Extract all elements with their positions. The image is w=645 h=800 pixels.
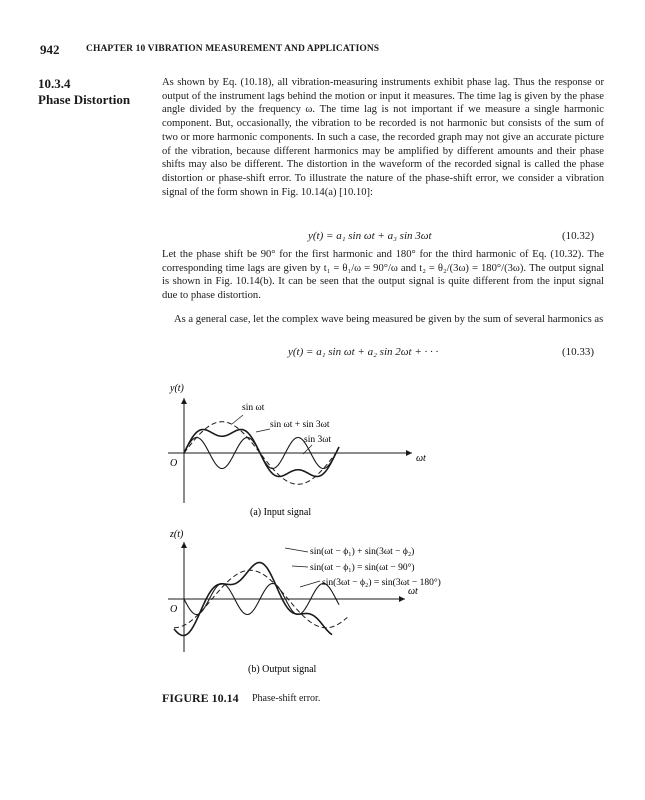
fig-a-caption: (a) Input signal bbox=[250, 507, 312, 518]
figure-caption: Phase-shift error. bbox=[252, 693, 321, 704]
fig-a-label-sum: sin ωt + sin 3ωt bbox=[270, 420, 330, 430]
section-number: 10.3.4 bbox=[38, 76, 71, 91]
fig-b-x-label: ωt bbox=[408, 586, 418, 597]
fig-a-label-fundamental: sin ωt bbox=[242, 403, 265, 413]
figure-label: FIGURE 10.14 bbox=[162, 691, 239, 705]
fig-b-caption: (b) Output signal bbox=[248, 664, 317, 675]
figure-a-input-signal bbox=[160, 378, 450, 524]
fig-b-y-label: z(t) bbox=[170, 529, 184, 540]
paragraph-3: As a general case, let the complex wave being measured be given by the sum of several harmonics as bbox=[174, 314, 604, 325]
fig-a-x-label: ωt bbox=[416, 453, 426, 464]
figure-b-output-signal bbox=[160, 524, 520, 682]
fig-a-y-label: y(t) bbox=[170, 383, 184, 394]
paragraph-2: Let the phase shift be 90° for the first harmonic and 180° for the third harmonic of Eq. (10.32). The corresponding time lags are given by t₁ = θ₁/ω = 90°/ω and t₂ = θ₂/(3ω) = 180°/(3ω). The output signal is shown in Fig. 10.14(b). It can be seen that the output signal is quite different from the input signal due to phase distortion. bbox=[162, 249, 604, 302]
fig-b-leader-sum bbox=[285, 548, 308, 552]
equation-10-33-number: (10.33) bbox=[562, 346, 595, 358]
fig-b-label-fundamental: sin(ωt − ϕ₁) = sin(ωt − 90°) bbox=[310, 563, 415, 573]
fig-b-leader-fund bbox=[292, 566, 308, 567]
fig-a-leader-fund bbox=[232, 415, 243, 424]
fig-a-leader-sum bbox=[256, 429, 270, 432]
equation-10-32-number: (10.32) bbox=[562, 230, 595, 242]
fig-a-label-third: sin 3ωt bbox=[304, 435, 332, 445]
fig-b-label-sum: sin(ωt − ϕ₁) + sin(3ωt − ϕ₂) bbox=[310, 547, 415, 557]
paragraph-1: As shown by Eq. (10.18), all vibration-measuring instruments exhibit phase lag. Thus the response or output of the instrument lags behind the motion or input it measures. The time lag is given by the phase angle divided by the frequency ω. The time lag is not important if we measure a single harmonic component. But, occasionally, the vibration to be recorded is not harmonic but consists of the sum of two or more harmonic components. In such a case, the recorded graph may not give an accurate picture of the vibration, because different harmonics may be amplified by different amounts and their phase shifts may also be different. The distortion in the waveform of the recorded signal is called the phase distortion or phase-shift error. To illustrate the nature of the phase-shift error, we consider a vibration signal of the form shown in Fig. 10.14(a) [10.10]: bbox=[162, 77, 604, 198]
running-head: CHAPTER 10 VIBRATION MEASUREMENT AND APPLICATIONS bbox=[86, 44, 380, 54]
fig-b-leader-third bbox=[300, 581, 320, 587]
equation-10-33: y(t) = a₁ sin ωt + a₂ sin 2ωt + · · · bbox=[288, 346, 439, 358]
fig-b-origin: O bbox=[170, 604, 178, 615]
fig-a-origin: O bbox=[170, 458, 178, 469]
page-number: 942 bbox=[40, 42, 60, 57]
fig-b-label-third: sin(3ωt − ϕ₂) = sin(3ωt − 180°) bbox=[322, 578, 441, 588]
section-title: Phase Distortion bbox=[38, 92, 131, 107]
equation-10-32: y(t) = a₁ sin ωt + a₃ sin 3ωt bbox=[308, 230, 432, 242]
